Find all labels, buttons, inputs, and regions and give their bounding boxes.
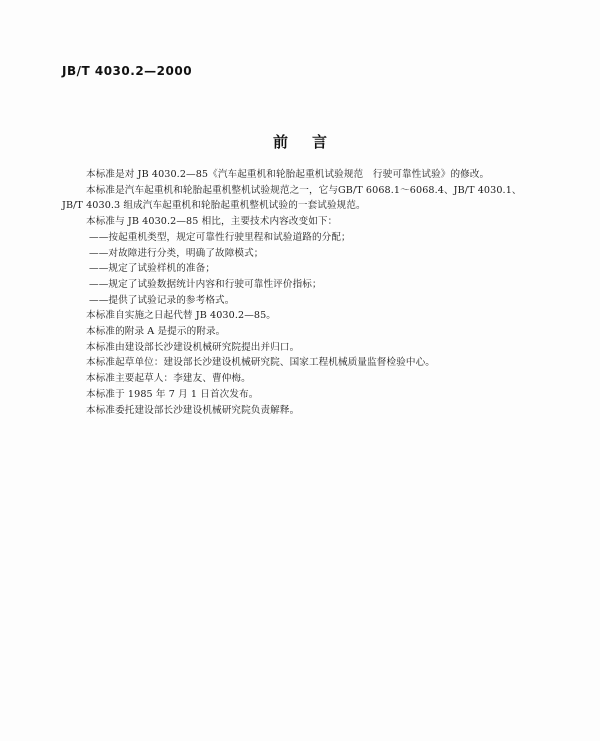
list-item-change: ——对故障进行分类，明确了故障模式；: [89, 247, 264, 259]
paragraph-appendix: 本标准的附录 A 是提示的附录。: [86, 326, 226, 338]
paragraph-changes-intro: 本标准与 JB 4030.2—85 相比，主要技术内容改变如下：: [86, 216, 338, 228]
standard-code: JB/T 4030.2—2000: [62, 64, 193, 78]
paragraph-drafters: 本标准主要起草人：李建友、曹仲梅。: [86, 373, 251, 385]
list-item-change: ——规定了试验样机的准备；: [89, 263, 216, 275]
list-item-change: ——按起重机类型，规定可靠性行驶里程和试验道路的分配；: [89, 231, 351, 243]
paragraph-revision: 本标准是对 JB 4030.2—85《汽车起重机和轮胎起重机试验规范 行驶可靠性试验》的修改。: [86, 169, 490, 180]
paragraph-first-issue: 本标准于 1985 年 7 月 1 日首次发布。: [86, 388, 259, 400]
list-item-change: ——规定了试验数据统计内容和行驶可靠性评价指标；: [89, 278, 322, 290]
page-title: 前言: [272, 133, 351, 151]
paragraph-series-line-1: 本标准是汽车起重机和轮胎起重机整机试验规范之一，它与GB/T 6068.1～6068.4、JB/T 4030.1、: [86, 184, 522, 196]
paragraph-supersedes: 本标准自实施之日起代替 JB 4030.2—85。: [86, 310, 276, 322]
paragraph-proposer: 本标准由建设部长沙建设机械研究院提出并归口。: [86, 341, 300, 353]
paragraph-series-line-2: JB/T 4030.3 组成汽车起重机和轮胎起重机整机试验的一套试验规范。: [62, 200, 366, 212]
paragraph-interpretation: 本标准委托建设部长沙建设机械研究院负责解释。: [86, 404, 300, 416]
list-item-change: ——提供了试验记录的参考格式。: [89, 294, 235, 306]
paragraph-drafting-units: 本标准起草单位：建设部长沙建设机械研究院、国家工程机械质量监督检验中心。: [86, 357, 435, 369]
preface-body: [62, 167, 542, 418]
